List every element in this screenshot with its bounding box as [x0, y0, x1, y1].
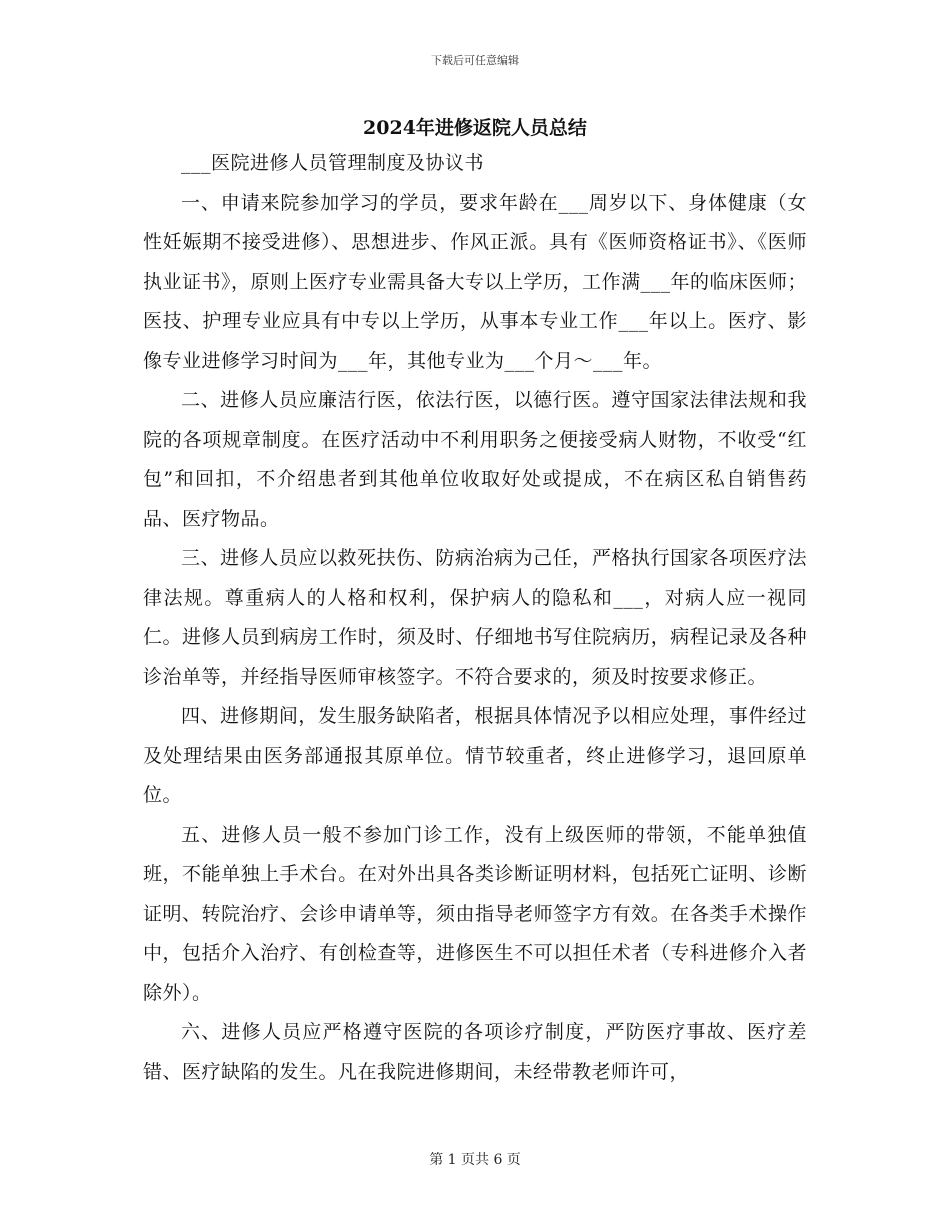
paragraph-6: 六、进修人员应严格遵守医院的各项诊疗制度，严防医疗事故、医疗差错、医疗缺陷的发生。凡在我院进修期间，未经带教老师许可，: [143, 1021, 807, 1083]
paragraph-5: 五、进修人员一般不参加门诊工作，没有上级医师的带领，不能单独值班，不能单独上手术台。在对外出具各类诊断证明材料，包括死亡证明、诊断证明、转院治疗、会诊申请单等，须由指导老师签字方有效。在各类手术操作中，包括介入治疗、有创检查等，进修医生不可以担任术者（专科进修介入者除外）。: [143, 823, 807, 1004]
paragraph-3: 三、进修人员应以救死扶伤、防病治病为己任，严格执行国家各项医疗法律法规。尊重病人的人格和权利，保护病人的隐私和___，对病人应一视同仁。进修人员到病房工作时，须及时、仔细地书写住院病历，病程记录及各种诊治单等，并经指导医师审核签字。不符合要求的，须及时按要求修正。: [143, 547, 807, 688]
document-title: 2024年进修返院人员总结: [363, 117, 587, 139]
paragraph-1: 一、申请来院参加学习的学员，要求年龄在___周岁以下、身体健康（女性妊娠期不接受进修）、思想进步、作风正派。具有《医师资格证书》、《医师执业证书》，原则上医疗专业需具备大专以上学历，工作满___年的临床医师；医技、护理专业应具有中专以上学历，从事本专业工作___年以上。医疗、影像专业进修学习时间为___年，其他专业为___个月～___年。: [143, 191, 808, 372]
paragraph-2: 二、进修人员应廉洁行医，依法行医，以德行医。遵守国家法律法规和我院的各项规章制度。在医疗活动中不利用职务之便接受病人财物，不收受“红包”和回扣，不介绍患者到其他单位收取好处或提成，不在病区私自销售药品、医疗物品。: [143, 389, 807, 530]
document-subtitle: ___医院进修人员管理制度及协议书: [181, 152, 485, 174]
document-body: [143, 144, 807, 1092]
page-number: 第 1 页共 6 页: [429, 1152, 521, 1168]
header-note: 下载后可任意编辑: [431, 54, 519, 67]
paragraph-4: 四、进修期间，发生服务缺陷者，根据具体情况予以相应处理，事件经过及处理结果由医务部通报其原单位。情节较重者，终止进修学习，退回原单位。: [143, 705, 807, 806]
